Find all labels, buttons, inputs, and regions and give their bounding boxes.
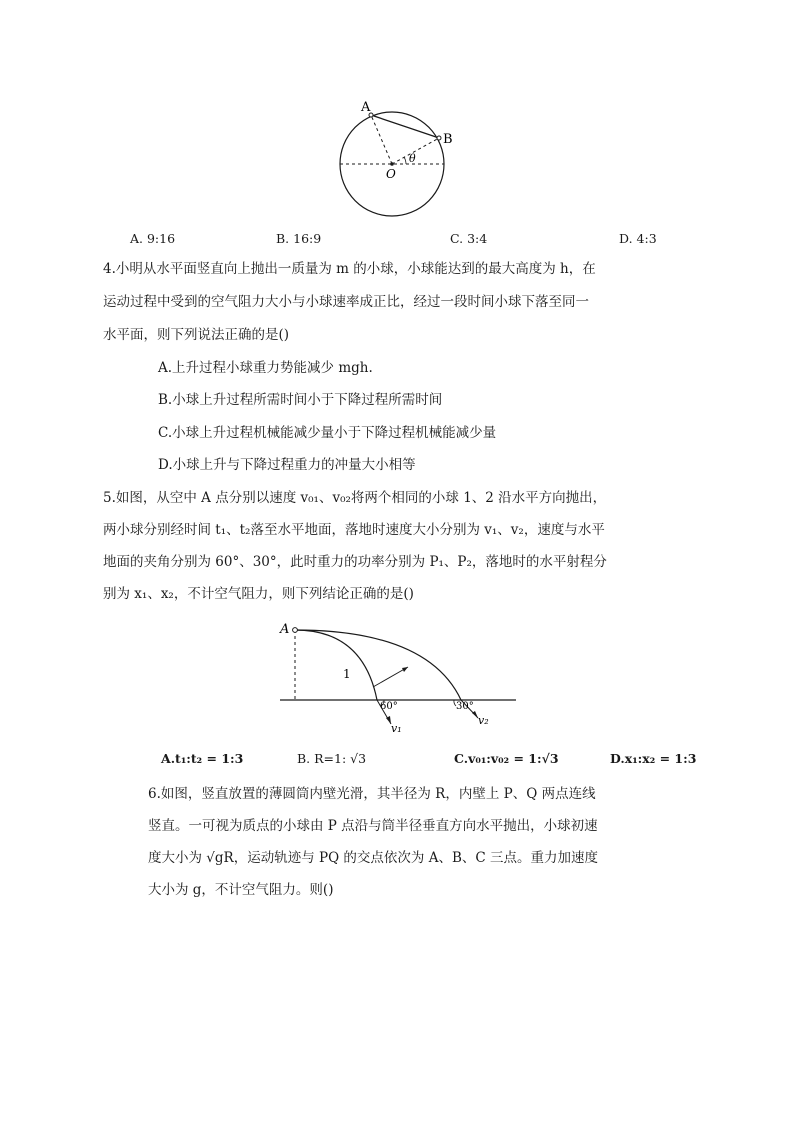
fig2-label-v1: v₁ — [391, 722, 402, 735]
q5-option-d: D.x₁:x₂ = 1:3 — [610, 751, 697, 766]
label-theta: θ — [409, 152, 416, 165]
fig2-label-v2: v₂ — [478, 714, 489, 727]
q4-option-a: A.上升过程小球重力势能减少 mgh. — [158, 360, 373, 376]
q5-option-c: C.v₀₁:v₀₂ = 1:√3 — [454, 751, 559, 766]
q4-text-3: 水平面，则下列说法正确的是() — [103, 327, 290, 343]
q5-text-4: 别为 x₁、x₂，不计空气阻力，则下列结论正确的是() — [103, 586, 414, 602]
q4-text-2: 运动过程中受到的空气阻力大小与小球速率成正比，经过一段时间小球下落至同一 — [103, 294, 589, 310]
q6-text-1: 6.如图，竖直放置的薄圆筒内壁光滑，其半径为 R，内壁上 P、Q 两点连线 — [148, 786, 596, 802]
q5-text-1: 5.如图，从空中 A 点分别以速度 v₀₁、v₀₂将两个相同的小球 1、2 沿水平方向抛出， — [103, 490, 607, 506]
q6-text-4: 大小为 g，不计空气阻力。则() — [148, 882, 334, 898]
fig2-label-A: A — [280, 622, 290, 637]
q3-option-c: C. 3:4 — [450, 231, 488, 246]
q4-text-1: 4.小明从水平面竖直向上抛出一质量为 m 的小球，小球能达到的最大高度为 h，在 — [103, 261, 596, 277]
q5-option-b: B. R=1: √3 — [297, 751, 367, 766]
projectile-figure — [278, 615, 523, 740]
q4-option-d: D.小球上升与下降过程重力的冲量大小相等 — [158, 457, 416, 473]
q5-text-3: 地面的夹角分别为 60°、30°，此时重力的功率分别为 P₁、P₂，落地时的水平射程分 — [103, 554, 607, 570]
fig2-label-1: 1 — [343, 667, 351, 681]
q3-option-a: A. 9:16 — [130, 231, 176, 246]
label-O: O — [386, 167, 396, 181]
fig2-label-30: 30° — [456, 701, 474, 712]
q6-text-3: 度大小为 √gR，运动轨迹与 PQ 的交点依次为 A、B、C 三点。重力加速度 — [148, 850, 599, 866]
q3-option-d: D. 4:3 — [619, 231, 657, 246]
q3-option-b: B. 16:9 — [276, 231, 322, 246]
label-A: A — [361, 100, 371, 115]
q4-option-b: B.小球上升过程所需时间小于下降过程所需时间 — [158, 392, 443, 408]
fig2-label-60: 60° — [380, 701, 398, 712]
q5-text-2: 两小球分别经时间 t₁、t₂落至水平地面，落地时速度大小分别为 v₁、v₂，速度与水平 — [103, 522, 605, 538]
q4-option-c: C.小球上升过程机械能减少量小于下降过程机械能减少量 — [158, 425, 497, 441]
q6-text-2: 竖直。一可视为质点的小球由 P 点沿与筒半径垂直方向水平抛出，小球初速 — [148, 818, 598, 834]
circle-figure — [330, 98, 465, 220]
label-B: B — [443, 132, 453, 147]
q5-option-a: A.t₁:t₂ = 1:3 — [161, 751, 244, 766]
